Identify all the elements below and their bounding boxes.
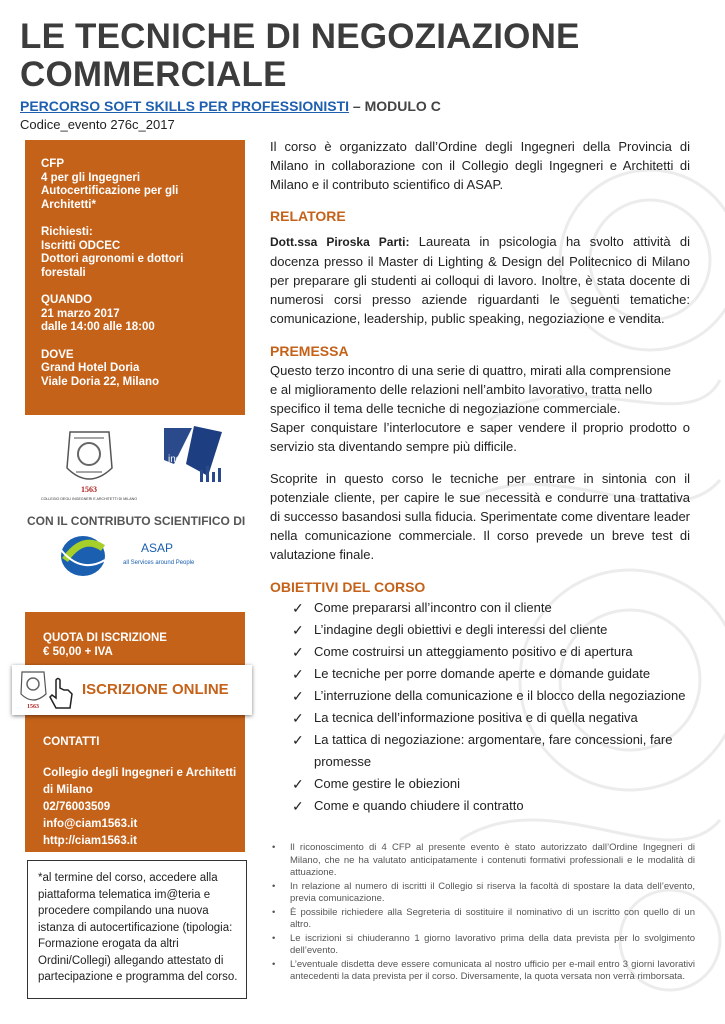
check-icon: ✓ xyxy=(292,798,304,814)
ordine-ingegneri-logo xyxy=(160,424,228,486)
course-series-link[interactable]: PERCORSO SOFT SKILLS PER PROFESSIONISTI xyxy=(20,98,350,114)
check-icon: ✓ xyxy=(292,688,304,704)
collegio-logo xyxy=(40,428,138,510)
hand-pointer-icon xyxy=(18,668,76,712)
obiettivi-heading: OBIETTIVI DEL CORSO xyxy=(270,579,426,595)
obiettivi-list xyxy=(270,597,690,817)
asap-name: ASAP xyxy=(141,541,174,555)
autocertificazione-note: *al termine del corso, accedere alla piattaforma telematica im@teria e procedere compilando una nuova istanza di autocertificazione (tipologia: Formazione erogata da altri Ordini/Collegi) allegando attestato di partecipazione e programma del corso. xyxy=(27,860,247,999)
bullet-icon: • xyxy=(272,880,276,892)
contact-website[interactable]: http://ciam1563.it xyxy=(43,835,137,847)
bullet-icon: • xyxy=(272,842,276,853)
list-item: ✓ Come costruirsi un atteggiamento positivo e di apertura xyxy=(270,641,690,663)
relatore-paragraph: Dott.ssa Piroska Parti: Laureata in psicologia ha svolto attività di docenza presso il Master di Lighting & Design del Politecnico di Milano per preparare gli studenti ai colloqui di lavoro. Inoltre, è stata docente di numerosi corsi presso aziende riguardanti le seguenti tematiche: comunicazione, leadership, public speaking, negoziazione e vendita. xyxy=(270,234,690,326)
footnote-item: • Le iscrizioni si chiuderanno 1 giorno lavorativo prima della data prevista per lo svolgimento dell’evento. xyxy=(272,932,695,956)
list-item: ✓ L’indagine degli obiettivi e degli interessi del cliente xyxy=(270,619,690,641)
collegio-logo-text: COLLEGIO DEGLI INGEGNERI E ARCHITETTI DI MILANO xyxy=(40,497,138,501)
footnote-item: • L’eventuale disdetta deve essere comunicata al nostro ufficio per e-mail entro 3 giorni lavorativi antecedenti la data prevista per il corso. Diversamente, la quota versata non verrà rimborsata. xyxy=(272,958,695,982)
check-icon: ✓ xyxy=(292,600,304,616)
bullet-icon: • xyxy=(272,932,276,944)
module-label: – MODULO C xyxy=(349,98,441,114)
footnotes xyxy=(270,842,695,985)
footnote-item: • In relazione al numero di iscritti il Collegio si riserva la facoltà di spostare la data dell’evento, previa comunicazione. xyxy=(272,880,695,904)
quota-block: QUOTA DI ISCRIZIONE € 50,00 + IVA xyxy=(43,632,167,658)
footnote-item: • Il riconoscimento di 4 CFP al presente evento è stato autorizzato dall’Ordine Ingegneri di Milano, che ne ha valutato anticipatamente i contenuti formativi professionali e le modalità di attuazione. xyxy=(272,842,695,878)
ordine-logo-text: ing. xyxy=(168,454,185,465)
check-icon: ✓ xyxy=(292,710,304,726)
iscrizione-online-button[interactable] xyxy=(12,665,252,715)
iscrizione-online-label: ISCRIZIONE ONLINE xyxy=(82,681,229,698)
bullet-icon: • xyxy=(272,958,276,970)
iscrizione-icon-year: 1563 xyxy=(27,704,39,710)
cfp-block: CFP 4 per gli Ingegneri Autocertificazione per gli Architetti* xyxy=(41,158,179,211)
contributo-label: CON IL CONTRIBUTO SCIENTIFICO DI xyxy=(27,514,246,528)
asap-logo xyxy=(55,530,205,580)
check-icon: ✓ xyxy=(292,776,304,792)
check-icon: ✓ xyxy=(292,666,304,682)
intro-paragraph: Il corso è organizzato dall’Ordine degli Ingegneri della Provincia di Milano in collaborazione con il Collegio degli Ingegneri e Architetti di Milano e il contributo scientifico di ASAP. xyxy=(270,139,690,192)
contatti-block xyxy=(43,734,245,864)
premessa-paragraph-3: Scoprite in questo corso le tecniche per entrare in sintonia con il potenziale cliente, per capire le sue necessità e condurre una trattativa di successo basandosi sulla fiducia. Sperimentate come diventare leader nella comunicazione commerciale. Il corso prevede un breve test di valutazione finale. xyxy=(270,471,690,562)
premessa-lines: Questo terzo incontro di una serie di quattro, mirati alla comprensione e al miglioramento delle relazioni nell’ambito lavorativo, tratta nello specifico il tema delle tecniche di negoziazione commerciale. xyxy=(270,363,672,416)
premessa-paragraph-2: Saper conquistare l’interlocutore e saper vendere il proprio prodotto o servizio sta diventando sempre più difficile. xyxy=(270,420,690,454)
list-item: ✓ La tecnica dell’informazione positiva e di quella negativa xyxy=(270,707,690,729)
quota-contatti-box xyxy=(25,612,245,852)
dove-block: DOVE Grand Hotel Doria Viale Doria 22, Milano xyxy=(41,348,160,388)
footnote-item: • È possibile richiedere alla Segreteria di sostituire il nominativo di un iscritto con quello di un altro. xyxy=(272,906,695,930)
list-item: ✓ L’interruzione della comunicazione e il blocco della negoziazione xyxy=(270,685,690,707)
bullet-icon: • xyxy=(272,906,276,918)
contact-phone: 02/76003509 xyxy=(43,801,111,813)
list-item: ✓ La tattica di negoziazione: argomentare, fare concessioni, fare promesse xyxy=(270,729,690,773)
check-icon: ✓ xyxy=(292,644,304,660)
contact-email[interactable]: info@ciam1563.it xyxy=(43,818,138,830)
list-item: ✓ Come e quando chiudere il contratto xyxy=(270,795,690,817)
contact-org: Collegio degli Ingegneri e Architetti di Milano xyxy=(43,767,237,796)
list-item: ✓ Come gestire le obiezioni xyxy=(270,773,690,795)
subtitle xyxy=(20,98,441,114)
event-info-box xyxy=(25,140,245,415)
collegio-logo-year: 1563 xyxy=(81,485,97,494)
check-icon: ✓ xyxy=(292,732,304,748)
quando-block: QUANDO 21 marzo 2017 dalle 14:00 alle 18:00 xyxy=(41,294,155,333)
event-code: Codice_evento 276c_2017 xyxy=(20,117,175,132)
list-item: ✓ Le tecniche per porre domande aperte e domande guidate xyxy=(270,663,690,685)
premessa-heading: PREMESSA xyxy=(270,343,349,359)
contatti-heading: CONTATTI xyxy=(43,736,100,748)
main-content xyxy=(270,137,690,817)
list-item: ✓ Come prepararsi all’incontro con il cliente xyxy=(270,597,690,619)
richiesti-block: Richiesti: Iscritti ODCEC Dottori agronomi e dottori forestali xyxy=(41,226,184,279)
page-title: LE TECNICHE DI NEGOZIAZIONE COMMERCIALE xyxy=(20,17,580,94)
relatore-heading: RELATORE xyxy=(270,208,346,224)
asap-tagline: all Services around People xyxy=(123,560,195,566)
check-icon: ✓ xyxy=(292,622,304,638)
relatore-name: Dott.ssa Piroska Parti: xyxy=(270,235,410,249)
